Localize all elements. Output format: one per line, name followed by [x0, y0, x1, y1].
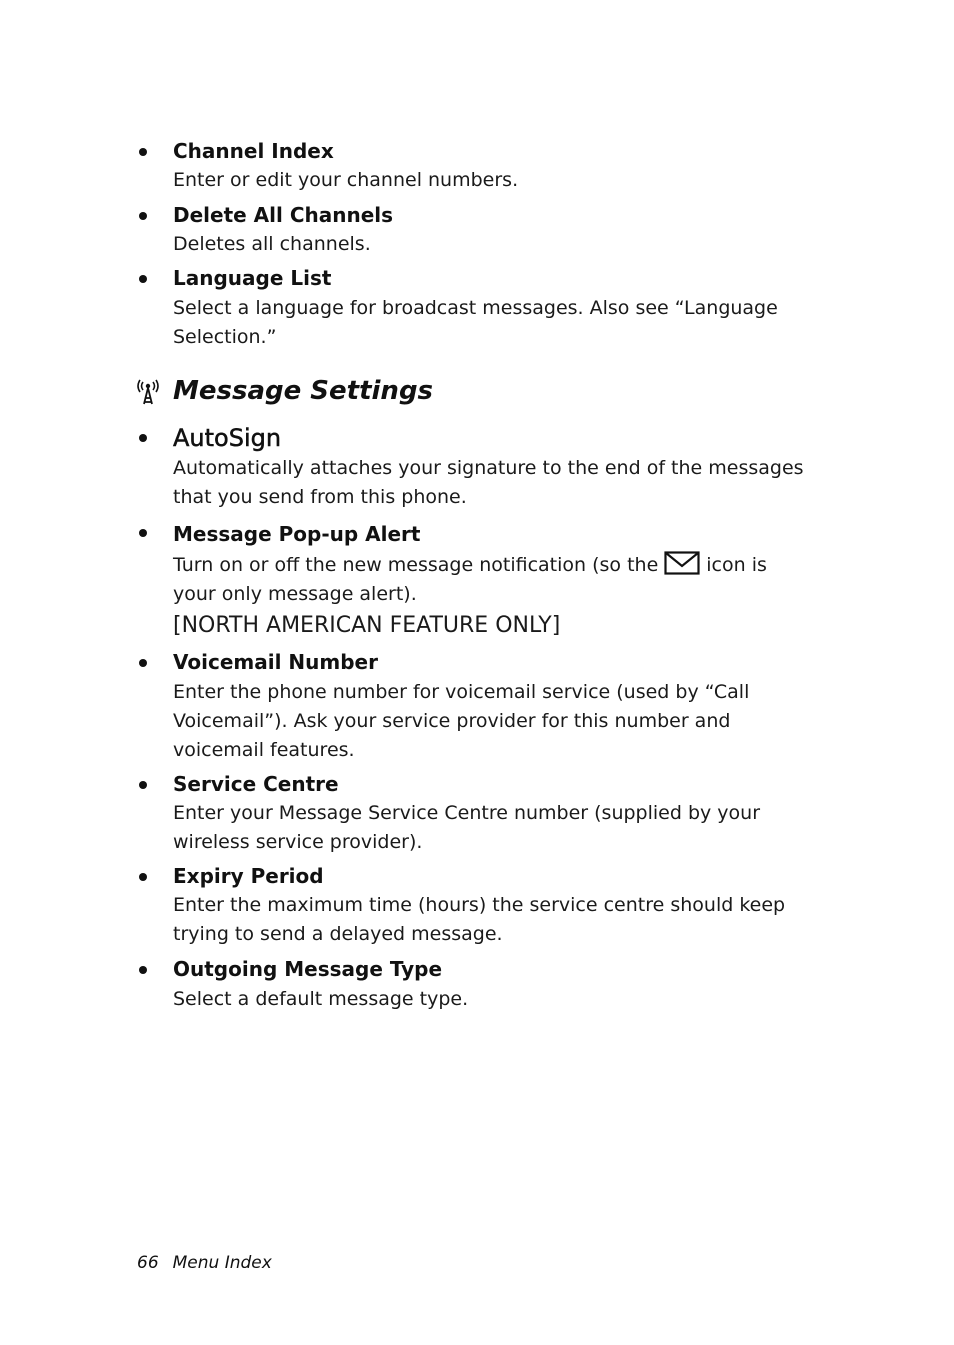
- item-description: Enter your Message Service Centre number (supplied by your wireless service provider).: [173, 802, 761, 853]
- item-term: Voicemail Number: [173, 650, 378, 674]
- page-number: 66: [137, 1253, 159, 1273]
- item-term: Message Pop-up Alert: [173, 522, 421, 546]
- item-term: Language List: [173, 266, 332, 290]
- popup-desc-part2: icon is: [706, 554, 767, 576]
- bullet: [139, 212, 147, 220]
- bullet: [139, 781, 147, 789]
- item-term: AutoSign: [173, 424, 282, 452]
- popup-desc-part1: Turn on or off the new message notification (so the: [173, 554, 659, 576]
- item-description: Enter the phone number for voicemail service (used by “Call Voicemail”). Ask your service provider for this number and voicemail features.: [173, 681, 750, 761]
- item-term: Delete All Channels: [173, 203, 394, 227]
- bullet: [139, 659, 147, 667]
- item-description: Automatically attaches your signature to the end of the messages that you send from this phone.: [173, 457, 804, 508]
- bullet: [139, 148, 147, 156]
- bullet: [139, 434, 147, 442]
- bullet: [139, 529, 147, 537]
- footer-section-name: Menu Index: [172, 1253, 272, 1273]
- bullet: [139, 966, 147, 974]
- item-term: Outgoing Message Type: [173, 957, 443, 981]
- item-term: Channel Index: [173, 139, 334, 163]
- envelope-icon: [664, 551, 700, 575]
- item-description: Deletes all channels.: [173, 233, 371, 255]
- item-term: Expiry Period: [173, 864, 324, 888]
- item-description: Select a default message type.: [173, 988, 469, 1010]
- item-description: Select a language for broadcast messages. Also see “Language Selection.”: [173, 297, 778, 348]
- antenna-icon: [137, 378, 159, 406]
- bullet: [139, 873, 147, 881]
- bullet: [139, 275, 147, 283]
- page-footer: [137, 1252, 272, 1274]
- item-description: Enter the maximum time (hours) the service centre should keep trying to send a delayed message.: [173, 894, 786, 945]
- item-term: Service Centre: [173, 772, 339, 796]
- section-title: Message Settings: [173, 376, 434, 406]
- item-description: Turn on or off the new message notification (so the icon is your only message alert).: [173, 551, 813, 609]
- feature-note: [NORTH AMERICAN FEATURE ONLY]: [173, 613, 561, 638]
- item-description: Enter or edit your channel numbers.: [173, 169, 519, 191]
